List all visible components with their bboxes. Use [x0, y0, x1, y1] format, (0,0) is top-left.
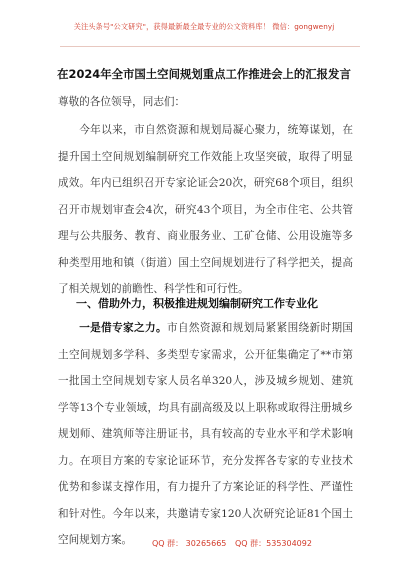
footer-qq-group-1: QQ 群： 30265665	[152, 539, 227, 548]
document-title: 在2024年全市国土空间规划重点工作推进会上的汇报发言	[57, 67, 351, 81]
section-heading-1: 一、借助外力，积极推进规划编制研究工作专业化	[76, 297, 318, 310]
footer-qq-group-2: QQ 群：535304092	[235, 539, 312, 548]
paragraph-lead: 一是借专家之力。	[79, 322, 167, 334]
header-divider	[60, 46, 360, 47]
paragraph-intro: 今年以来，市自然资源和规划局凝心聚力，统筹谋划，在提升国土空间规划编制研究工作效能上攻坚突破，取得了明显成效。年内已组织召开专家论证会20次，研究68个项目，组织召开市规划审查会4次，研究43个项目，为全市住宅、公共管理与公共服务、教育、商业服务业、工矿仓储、公用设施等多种类型用地和镇（街道）国土空间规划进行了科学把关，提高了相关规划的前瞻性、科学性和可行性。	[58, 124, 353, 295]
header-banner: 关注头条号"公文研究"，获得最新最全最专业的公文资料库！ 微信：gongwenyj	[73, 22, 335, 31]
paragraph-body: 市自然资源和规划局紧紧围绕新时期国土空间规划多学科、多类型专家需求，公开征集确定了**市第一批国土空间规划专家人员名单320人，涉及城乡规划、建筑学等13个专业领域，均具有副高级及以上职称或取得注册城乡规划师、建筑师等注册证书，具有较高的专业水平和学术影响力。在项目方案的专家论证环节，充分发挥各专家的专业技术优势和参谋支撑作用，有力提升了方案论证的科学性、严谨性和针对性。今年以来，共邀请专家120人次研究论证81个国土空间规划方案。	[58, 322, 354, 546]
salutation: 尊敬的各位领导，同志们：	[58, 96, 186, 108]
paragraph-experts	[58, 315, 353, 554]
